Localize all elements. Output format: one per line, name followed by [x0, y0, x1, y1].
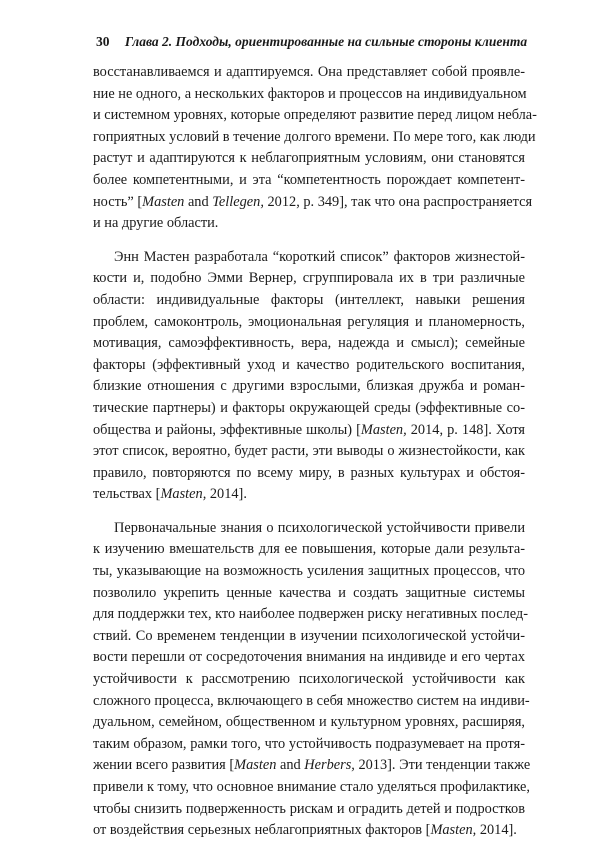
- paragraph-1: [93, 62, 537, 235]
- text-run: устойчивости к рассмотрению психологической устойчивости как: [93, 671, 525, 688]
- citation-author: Tellegen,: [212, 193, 264, 210]
- text-run: 2014].: [476, 822, 517, 839]
- text-run: and: [276, 757, 305, 774]
- text-run: жении всего развития [: [93, 757, 235, 774]
- body-text: [93, 62, 537, 842]
- text-line: [93, 647, 525, 669]
- text-line: [93, 691, 530, 713]
- text-line: [93, 105, 537, 127]
- text-run: правило, повторяются по всему миру, в разных культурах и обстоя-: [93, 464, 525, 481]
- text-run: кости и, подобно Эмми Вернер, сгруппировала их в три различные: [93, 270, 525, 287]
- text-run: мотивация, самоэффективность, вера, надежда и смысл); семейные: [93, 335, 525, 352]
- text-run: and: [184, 193, 213, 210]
- text-line: [93, 539, 525, 561]
- text-line: [93, 376, 525, 398]
- text-run: Первоначальные знания о психологической устойчивости привели: [114, 519, 525, 536]
- text-run: растут и адаптируются к неблагоприятным условиям, они становятся: [93, 150, 525, 167]
- text-run: позволило укрепить ценные качества и создать защитные системы: [93, 584, 525, 601]
- text-run: и системном уровнях, которые определяют развитие перед лицом небла-: [93, 107, 537, 124]
- citation-author: Masten,: [160, 486, 207, 503]
- text-line: [93, 290, 525, 312]
- text-run: 2014].: [206, 486, 247, 503]
- text-line: [93, 734, 525, 756]
- text-run: к изучению вмешательств для ее повышения, которые дали результа-: [93, 541, 525, 558]
- text-line: [93, 333, 525, 355]
- text-run: этот список, вероятно, будет расти, эти выводы о жизнестойкости, как: [93, 443, 525, 460]
- text-line: [93, 604, 528, 626]
- text-run: от воздействия серьезных неблагоприятных факторов [: [93, 822, 431, 839]
- text-run: Энн Мастен разработала “короткий список” факторов жизнестой-: [114, 248, 525, 265]
- text-line: [93, 777, 530, 799]
- text-run: области: индивидуальные факторы (интеллект, навыки решения: [93, 291, 525, 308]
- text-run: 2014, p. 148]. Хотя: [406, 421, 525, 438]
- citation-author: Masten,: [430, 822, 477, 839]
- paragraph-2: [93, 247, 525, 506]
- text-run: чтобы снизить подверженность рискам и оградить детей и подростков: [93, 800, 525, 817]
- text-line: [93, 626, 525, 648]
- text-run: ние не одного, а нескольких факторов и процессов на индивидуальном: [93, 85, 527, 102]
- text-run: для поддержки тех, кто наиболее подвержен риску негативных послед-: [93, 606, 528, 623]
- text-run: тельствах [: [93, 486, 161, 503]
- chapter-title: Глава 2. Подходы, ориентированные на сильные стороны клиента: [124, 34, 528, 49]
- paragraph-3: [93, 518, 531, 842]
- text-run: более компетентными, и эта “компетентность порождает компетент-: [93, 171, 525, 188]
- text-run: проблем, самоконтроль, эмоциональная регуляция и планомерность,: [93, 313, 525, 330]
- text-run: таким образом, рамки того, что устойчивость подразумевает на протя-: [93, 735, 525, 752]
- text-line: [93, 84, 525, 106]
- text-run: гоприятных условий в течение долгого времени. По мере того, как люди: [93, 128, 536, 145]
- text-line: [93, 247, 525, 269]
- text-line: [93, 799, 525, 821]
- running-header: [96, 34, 536, 50]
- text-run: вости перешли от сосредоточения внимания на индивиде и его чертах: [93, 649, 525, 666]
- text-line: [93, 355, 525, 377]
- text-run: ствий. Со временем тенденции в изучении психологической устойчи-: [93, 627, 525, 644]
- text-line: [93, 148, 525, 170]
- text-line: [93, 820, 525, 842]
- text-run: сложного процесса, включающего в себя множество систем на индиви-: [93, 692, 530, 709]
- text-line: [93, 561, 525, 583]
- text-line: [93, 268, 525, 290]
- citation-author: Herbers,: [304, 757, 355, 774]
- text-line: [93, 583, 525, 605]
- text-run: 2012, p. 349], так что она распространяется: [263, 193, 533, 210]
- text-line: [93, 312, 525, 334]
- citation-author: Masten,: [360, 421, 407, 438]
- text-line: [93, 213, 525, 235]
- page-number: 30: [96, 34, 110, 49]
- text-run: восстанавливаемся и адаптируемся. Она представляет собой проявле-: [93, 64, 525, 80]
- text-line: [93, 712, 525, 734]
- text-run: факторы (эффективный уход и качество родительского воспитания,: [93, 356, 525, 373]
- citation-author: Masten: [142, 193, 185, 210]
- text-line: [93, 484, 525, 506]
- text-line: [93, 755, 531, 777]
- text-line: [93, 398, 525, 420]
- text-line: [93, 441, 525, 463]
- text-line: [93, 62, 525, 84]
- text-run: ность” [: [93, 193, 143, 210]
- text-run: тические партнеры) и факторы окружающей среды (эффективные со-: [93, 399, 525, 416]
- citation-author: Masten: [234, 757, 277, 774]
- text-run: общества и районы, эффективные школы) [: [93, 421, 361, 438]
- text-line: [93, 420, 525, 442]
- text-run: привели к тому, что основное внимание стало уделяться профилактике,: [93, 779, 530, 795]
- text-run: дуальном, семейном, общественном и культурном уровнях, расширяя,: [93, 714, 525, 731]
- text-line: [93, 170, 525, 192]
- text-run: ты, указывающие на возможность усиления защитных процессов, что: [93, 563, 525, 580]
- text-line: [93, 463, 525, 485]
- text-run: близкие отношения с другими взрослыми, близкая дружба и роман-: [93, 378, 525, 395]
- text-line: [93, 518, 525, 540]
- text-run: и на другие области.: [93, 215, 219, 232]
- text-line: [93, 669, 525, 691]
- text-run: 2013]. Эти тенденции также: [354, 757, 531, 774]
- text-line: [93, 127, 536, 149]
- text-line: [93, 192, 533, 214]
